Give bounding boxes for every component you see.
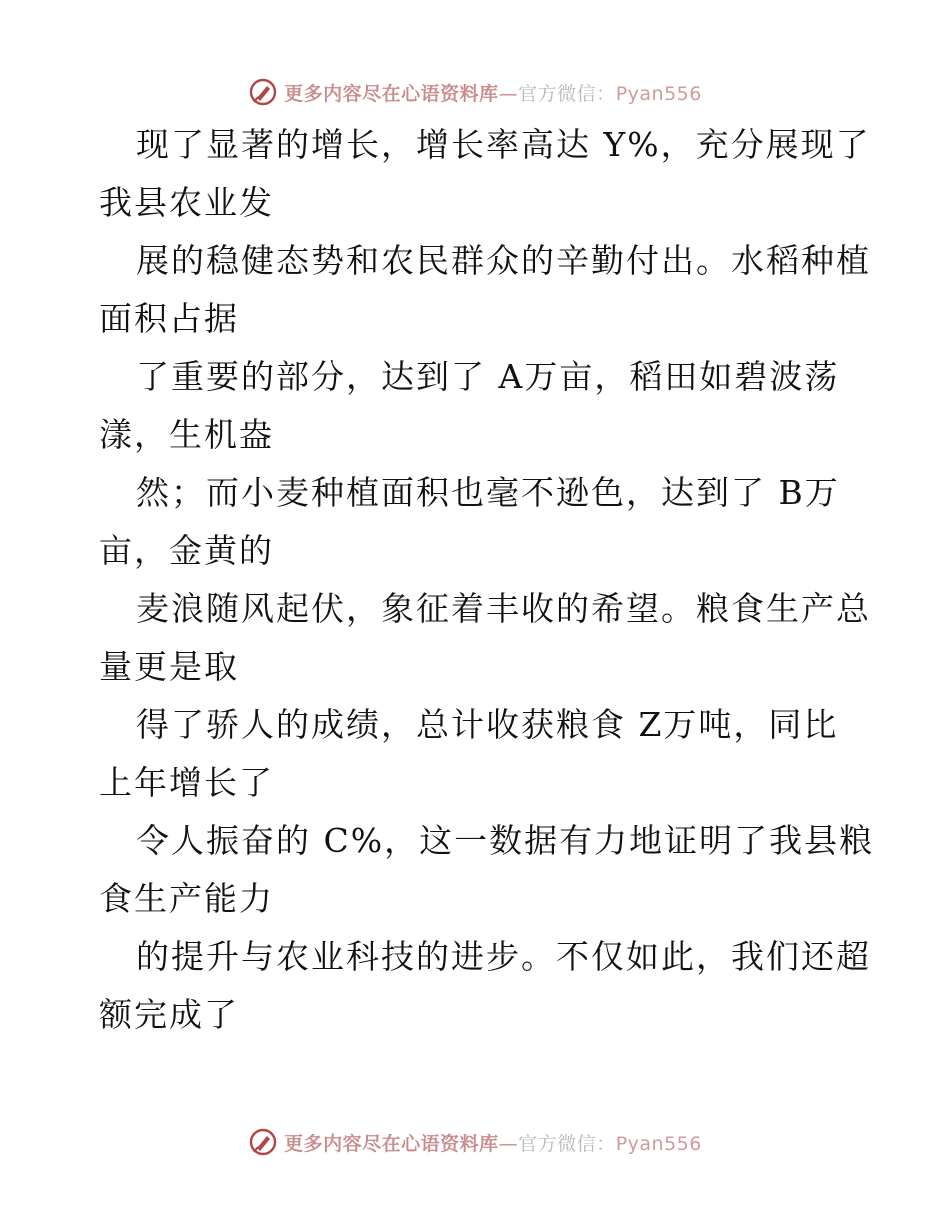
paragraph-line: 我县农业发	[99, 183, 274, 222]
paragraph	[99, 348, 859, 464]
paragraph	[99, 696, 859, 812]
paragraph-line: 面积占据	[99, 299, 239, 338]
paragraph-line: 食生产能力	[99, 879, 274, 918]
paragraph-line: 然；而小麦种植面积也毫不逊色，达到了 B万	[136, 473, 840, 512]
footer-watermark	[0, 1122, 950, 1162]
paragraph	[99, 232, 871, 348]
paragraph-line: 展的稳健态势和农民群众的辛勤付出。水稻种植	[136, 241, 871, 280]
watermark-text	[284, 79, 702, 106]
paragraph-line: 麦浪随风起伏，象征着丰收的希望。粮食生产总	[136, 589, 871, 628]
paragraph-line: 亩，金黄的	[99, 531, 274, 570]
watermark-official-label: 官方微信：	[518, 82, 616, 105]
watermark-wechat-id: Pyan556	[615, 82, 702, 105]
paragraph	[99, 116, 871, 232]
paragraph	[99, 580, 871, 696]
paragraph	[99, 464, 859, 580]
paragraph	[99, 928, 871, 1044]
watermark-separator: —	[498, 82, 519, 105]
paragraph-line: 现了显著的增长，增长率高达 Y%，充分展现了	[136, 125, 871, 164]
header-watermark	[0, 72, 950, 112]
pen-nib-logo-icon	[248, 1127, 278, 1157]
watermark-brand: 更多内容尽在心语资料库	[284, 1132, 499, 1155]
pen-nib-logo-icon	[248, 77, 278, 107]
watermark-wechat-id: Pyan556	[615, 1132, 702, 1155]
document-body	[99, 116, 875, 1044]
paragraph	[99, 812, 875, 928]
paragraph-line: 额完成了	[99, 995, 239, 1034]
paragraph-line: 令人振奋的 C%，这一数据有力地证明了我县粮	[136, 821, 875, 860]
paragraph-line: 得了骄人的成绩，总计收获粮食 Z万吨，同比	[136, 705, 839, 744]
paragraph-line: 量更是取	[99, 647, 239, 686]
watermark-separator: —	[498, 1132, 519, 1155]
paragraph-line: 漾，生机盎	[99, 415, 274, 454]
watermark-official-label: 官方微信：	[518, 1132, 616, 1155]
paragraph-line: 了重要的部分，达到了 A万亩，稻田如碧波荡	[136, 357, 840, 396]
watermark-brand: 更多内容尽在心语资料库	[284, 82, 499, 105]
paragraph-line: 的提升与农业科技的进步。不仅如此，我们还超	[136, 937, 871, 976]
paragraph-line: 上年增长了	[99, 763, 274, 802]
watermark-text	[284, 1129, 702, 1156]
